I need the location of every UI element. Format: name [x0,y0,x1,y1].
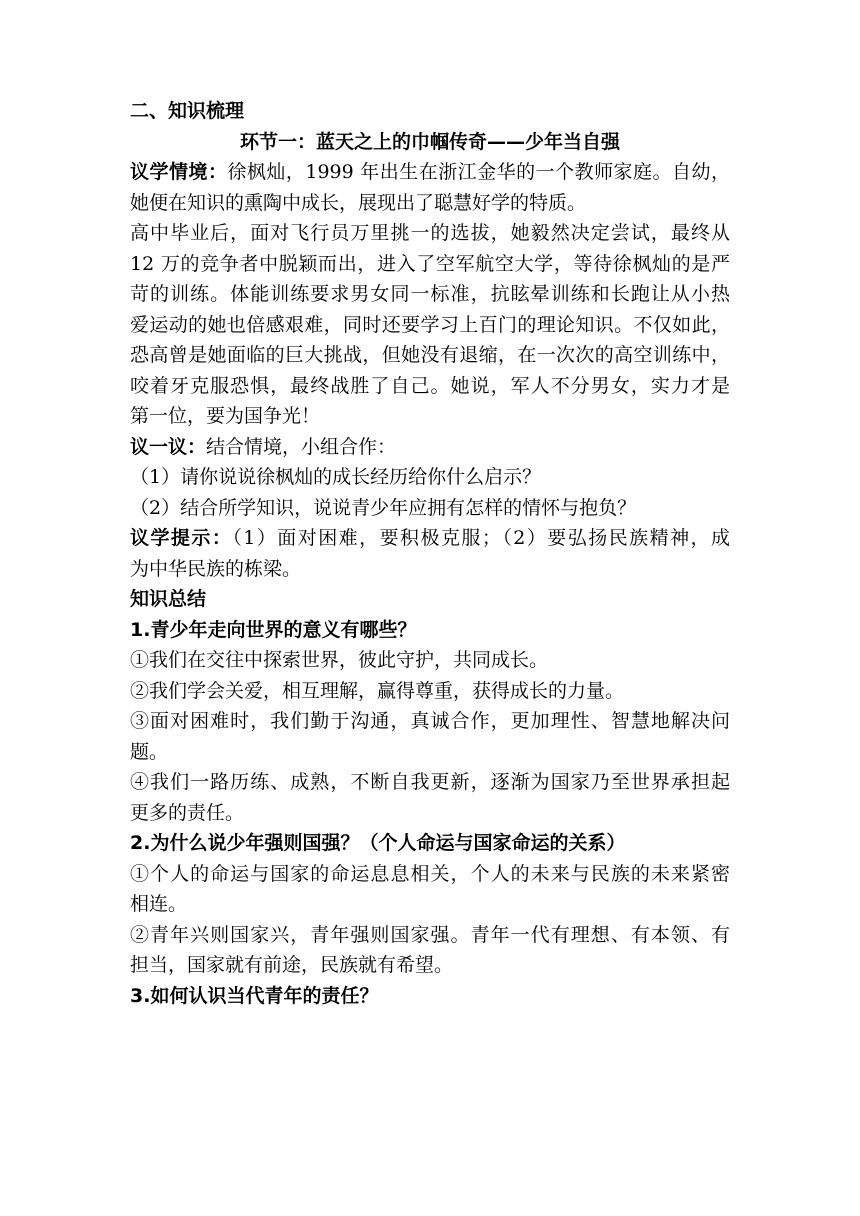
discussion-text: 结合情境，小组合作： [206,435,397,458]
section-heading: 二、知识梳理 [130,100,245,122]
scenario-line-2: 她便在知识的熏陶中成长，展现出了聪慧好学的特质。 [130,191,587,214]
scenario-line-5: 苛的训练。体能训练要求男女同一标准，抗眩晕训练和长跑让从小热 [130,283,730,305]
q1-line-5: ④我们一路历练、成熟，不断自我更新，逐渐为国家乃至世界承担起 [130,771,730,793]
q2-line-3: ②青年兴则国家兴，青年强则国家强。青年一代有理想、有本领、有 [130,923,730,946]
q1-line-2: ②我们学会关爱，相互理解，赢得尊重，获得成长的力量。 [130,679,625,702]
scenario-line-7: 恐高曾是她面临的巨大挑战，但她没有退缩，在一次次的高空训练中， [130,344,730,366]
scenario-line-6: 爱运动的她也倍感艰难，同时还要学习上百门的理论知识。不仅如此， [130,313,730,336]
q3-title: 3.如何认识当代青年的责任？ [130,984,379,1007]
scenario-line-9: 第一位，要为国争光！ [130,405,321,427]
scenario-line-1 [130,157,730,188]
discussion-question-2: （2）结合所学知识，说说青少年应拥有怎样的情怀与抱负？ [130,496,637,519]
q2-line-1: ①个人的命运与国家的命运息息相关，个人的未来与民族的未来紧密 [130,862,730,885]
hint-label: 议学提示： [130,527,233,549]
q1-line-6: 更多的责任。 [130,801,245,824]
scenario-line-3: 高中毕业后，面对飞行员万里挑一的选拔，她毅然决定尝试，最终从 [130,222,730,244]
discussion-label: 议一议： [130,435,207,458]
q1-line-3: ③面对困难时，我们勤于沟通，真诚合作，更加理性、智慧地解决问 [130,710,730,732]
scenario-line-4: 12 万的竞争者中脱颖而出，进入了空军航空大学，等待徐枫灿的是严 [130,252,730,275]
document-page [130,96,730,1011]
hint-line-1 [130,523,730,554]
scenario-label: 议学情境： [130,161,228,183]
discussion-line [130,432,730,463]
segment-title: 环节一：蓝天之上的巾帼传奇——少年当自强 [239,130,620,153]
q2-title: 2.为什么说少年强则国强？（个人命运与国家命运的关系） [130,832,626,854]
q2-line-4: 担当，国家就有前途，民族就有希望。 [130,954,454,976]
scenario-line-8: 咬着牙克服恐惧，最终战胜了自己。她说，军人不分男女，实力才是 [130,374,730,397]
q1-line-4: 题。 [130,740,169,763]
hint-text-1: （1）面对困难，要积极克服；（2）要弘扬民族精神，成 [232,527,730,549]
q1-title: 1.青少年走向世界的意义有哪些？ [130,618,417,641]
q1-line-1: ①我们在交往中探索世界，彼此守护，共同成长。 [130,649,549,671]
scenario-text-1: 徐枫灿，1999 年出生在浙江金华的一个教师家庭。自幼， [227,161,730,183]
summary-heading: 知识总结 [130,588,207,610]
discussion-question-1: （1）请你说说徐枫灿的成长经历给你什么启示？ [130,466,542,488]
hint-line-2: 为中华民族的栋梁。 [130,557,302,580]
q2-line-2: 相连。 [130,893,188,915]
